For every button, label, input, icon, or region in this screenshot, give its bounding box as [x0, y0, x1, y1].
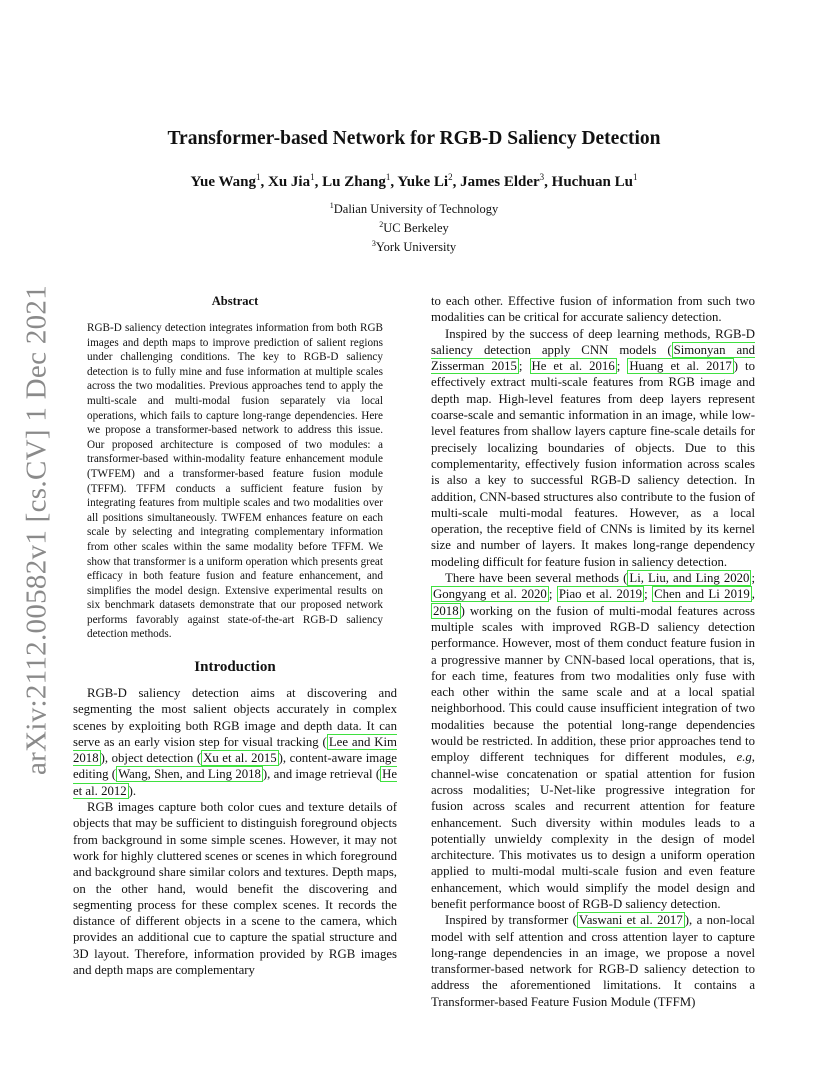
citation-link[interactable]: Xu et al. 2015 [203, 751, 277, 766]
citation-link[interactable]: Lee and Kim 2018 [73, 734, 397, 766]
citation-link[interactable]: Huang et al. 2017 [629, 359, 732, 374]
author-name: Yuke Li [397, 174, 449, 190]
citation-link[interactable]: Li, Liu, and Ling 2020 [629, 571, 750, 586]
citation-link[interactable]: Vaswani et al. 2017 [578, 913, 683, 928]
affiliation-list [0, 198, 828, 255]
citation-link[interactable]: Wang, Shen, and Ling 2018 [118, 767, 261, 782]
abstract-heading: Abstract [211, 294, 259, 308]
paper-title: Transformer-based Network for RGB-D Saliency Detection [167, 128, 661, 149]
citation-link[interactable]: He et al. 2016 [531, 359, 615, 374]
paragraph: Inspired by transformer ( Vaswani et al. 2017 ), a non-local model with self attention and cross attention layer to capture long-range dependencies in an image, we propose a novel transformer-based network for RGB-D saliency detection to address the aforementioned limitations. It contains a Transformer-based Feature Fusion Module (TFFM) [431, 913, 755, 1009]
affiliation: $^1$Dalian University of Technology [329, 201, 499, 217]
author-affiliation-mark: 3 [539, 172, 545, 182]
author-name: Yue Wang [190, 174, 256, 190]
author-name: James Elder [460, 174, 540, 190]
arxiv-identifier-stamp [20, 284, 53, 776]
citation-link[interactable]: Chen and Li 2019 [654, 587, 750, 602]
paragraph: There have been several methods ( Li, Liu, and Ling 2020 ; Gongyang et al. 2020 ; Piao et al. 2019 ; Chen and Li 2019 , 2018 ) working on the fusion of multi-modal features across multiple scales with improved RGB-D saliency detection performance. However, most of them conduct feature fusion in a progressive manner by CNN-based local operations, that is, for each time, features from two modalities only fuse with each other within the same scale and at a local spatial neighborhood. This could cause insufficient integration of two modalities because the potential long-range dependencies would be restricted. In addition, these prior approaches tend to employ different techniques for different modules, e.g, channel-wise concatenation or spatial attention for fusion across modalities; U-Net-like progressive integration for fusion across scales and recurrent attention for feature enhancement. Such diversity within modules leads to a potentially unwieldy complexity in the design of model architecture. This motivates us to design a uniform operation applied to multi-modal multi-scale fusion and even feature enhancement, which would simplify the model design and benefit performance boost of RGB-D saliency detection. [431, 571, 756, 911]
introduction-left-column [73, 685, 397, 978]
author-affiliation-mark: 1 [632, 172, 638, 182]
author-name: Huchuan Lu [551, 174, 633, 190]
affiliation: $^3$York University [371, 239, 457, 255]
author-affiliation-mark: 1 [256, 172, 261, 182]
author-affiliation-mark: 1 [385, 172, 391, 182]
introduction-heading: Introduction [194, 659, 276, 675]
author-affiliation-mark: 2 [448, 172, 453, 182]
author-name: Lu Zhang [322, 174, 386, 190]
citation-link[interactable]: He et al. 2012 [73, 767, 398, 798]
citation-link[interactable]: 2018 [433, 603, 459, 618]
author-list: Yue Wang$^1$, Xu Jia$^1$, Lu Zhang$^1$, Yuke Li$^2$, James Elder$^3$, Huchuan Lu$^1$ [190, 172, 638, 190]
abstract-body [87, 321, 383, 642]
author-name: Xu Jia [268, 174, 311, 190]
paragraph: RGB-D saliency detection aims at discovering and segmenting the most salient objects accurately in complex scenes by exploiting both RGB image and depth data. It can serve as an early vision step for visual tracking ( Lee and Kim 2018 ), object detection ( Xu et al. 2015 ), content-aware image editing ( Wang, Shen, and Ling 2018 ), and image retrieval ( He et al. 2012 ). [73, 686, 398, 798]
paragraph: to each other. Effective fusion of information from such two modalities can be critical for accurate saliency detection. [431, 294, 755, 325]
abstract-text: RGB-D saliency detection integrates information from both RGB images and depth maps to improve prediction of salient regions under challenging conditions. The key to RGB-D saliency detection is to fully mine and fuse information at multiple scales across the two modalities. Previous approaches tend to apply the multi-scale and multi-modal fusion separately via local operations, which fails to capture long-range dependencies. Here we propose a transformer-based network to address this issue. Our proposed architecture is composed of two modules: a transformer-based within-modality feature enhancement module (TWFEM) and a transformer-based feature fusion module (TFFM). TFFM conducts a sufficient feature fusion by integrating features from multiple scales and two modalities over all positions simultaneously. TWFEM enhances feature on each scale by selecting and integrating complementary information from other scales within the same modality before TFFM. We show that transformer is a uniform operation which presents great efficacy in both feature fusion and feature enhancement, and simplifies the model design. Extensive experimental results on six benchmark datasets demonstrate that our proposed network performs favorably against state-of-the-art RGB-D saliency detection methods. [87, 322, 383, 641]
citation-link[interactable]: Piao et al. 2019 [558, 587, 643, 602]
citation-link[interactable]: Simonyan and Zisserman 2015 [431, 342, 755, 374]
citation-link[interactable]: Gongyang et al. 2020 [433, 587, 547, 602]
arxiv-identifier-text: arXiv:2112.00582v1 [cs.CV] 1 Dec 2021 [20, 284, 53, 776]
paragraph: RGB images capture both color cues and texture details of objects that may be sufficient to distinguish foreground objects from background in some simple scenes. However, it may not work for highly cluttered scenes or scenes in which foreground and background share similar colors and textures. Depth maps, on the other hand, would benefit the discovering and segmenting process for these complex scenes. It records the distance of different objects in a scene to the camera, which provides an additional cue to capture the spatial structure and 3D layout. Therefore, information provided by RGB images and depth maps are complementary [73, 800, 397, 978]
introduction-right-column [431, 293, 755, 1010]
affiliation: $^2$UC Berkeley [379, 220, 449, 236]
paragraph: Inspired by the success of deep learning methods, RGB-D saliency detection apply CNN models ( Simonyan and Zisserman 2015 ; He et al. 2016 ; Huang et al. 2017 ) to effectively extract multi-scale features from RGB image and depth map. High-level features from deep layers represent coarse-scale and semantic information in an image, while low-level features from shallow layers capture fine-scale details for precisely localizing boundaries of objects. Due to this complementarity, effectively fusion information across scales is also a key to successful RGB-D saliency detection. In addition, CNN-based structures also contribute to the fusion of multi-scale multi-modal features. However, as a local operation, the receptive field of CNNs is limited by its kernel size and number of layers. It makes long-range dependency modeling difficult for feature fusion in saliency detection. [431, 326, 755, 569]
author-affiliation-mark: 1 [310, 172, 315, 182]
